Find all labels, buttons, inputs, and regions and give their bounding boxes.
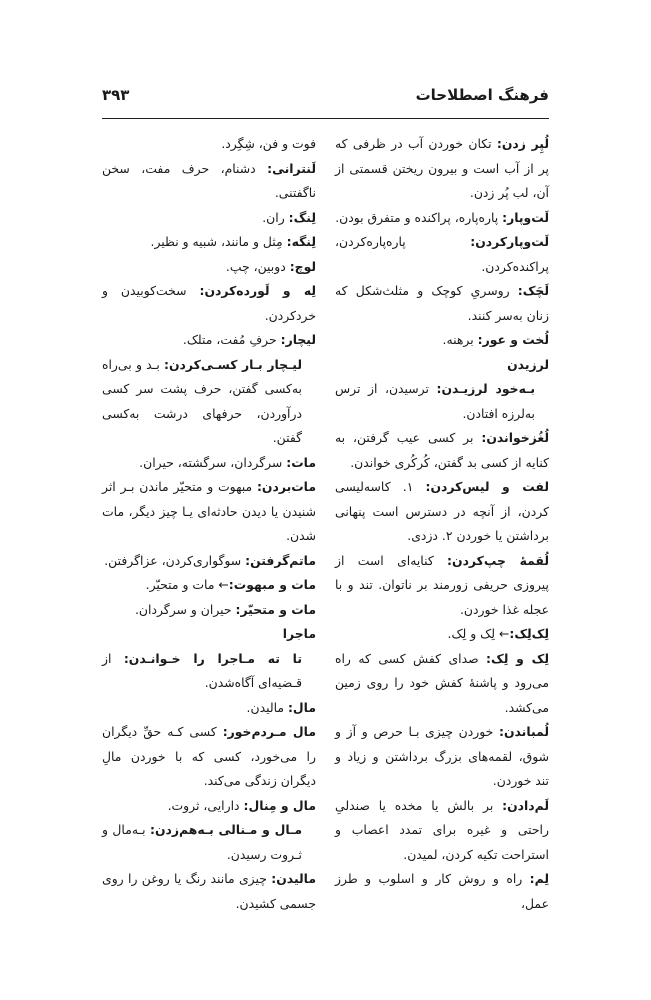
entry-definition: کنایه‌ای است از پیروزی حریفی زورمند بر ناتوان. تند و با عجله غذا خوردن. — [335, 552, 549, 617]
sub-entry — [335, 377, 549, 426]
entry-headword: لِنگ: — [288, 209, 316, 225]
dictionary-entry — [102, 867, 316, 916]
dictionary-entry — [335, 647, 549, 721]
entry-headword: لِنگه: — [286, 234, 316, 249]
entry-definition: بـه‌مال و ثـروت رسیدن. — [102, 822, 302, 862]
entry-headword: مـال و مـنالی بـه‌هم‌زدن: — [150, 822, 302, 837]
dictionary-entry — [102, 451, 316, 476]
entry-definition: پاره‌پاره‌کردن، پراکنده‌کردن. — [335, 234, 549, 274]
right-column — [335, 132, 549, 916]
dictionary-entry — [335, 426, 549, 475]
entry-headword: لُپِر زدن: — [496, 136, 549, 151]
dictionary-entry — [102, 132, 316, 157]
entry-headword: مات: — [286, 454, 316, 470]
entry-definition: کسی کـه حقِّ دیگران را می‌خورد، کسی که با خوردن مالِ دیگران زندگی می‌کند. — [102, 724, 316, 788]
entry-definition: صدای کفش کسی که راه می‌رود و پاشنهٔ کفش خود را روی زمین می‌کشد. — [335, 650, 549, 715]
entry-headword: لَت‌وپار: — [502, 209, 549, 225]
entry-definition: ۱. کاسه‌لیسی کردن، از آنچه در دسترس است پنهانی برداشتن یا خوردن ۲. دزدی. — [335, 479, 549, 543]
dictionary-entry — [102, 794, 316, 819]
entry-definition: روسریِ کوچک و مثلث‌شکل که زنان به‌سر کنند. — [335, 283, 549, 323]
dictionary-entry — [102, 720, 316, 794]
entry-headword: مالیدن: — [271, 871, 316, 886]
dictionary-entry — [335, 475, 549, 549]
entry-headword: لُمباندن: — [498, 724, 549, 739]
entry-headword: بـه‌خود لرزیـدن: — [436, 381, 535, 396]
entry-heading: ماجرا — [282, 626, 316, 641]
entry-headword: مات‌بردن: — [256, 479, 316, 494]
dictionary-entry — [102, 279, 316, 328]
entry-definition: حرفِ مُفت، متلک. — [182, 332, 281, 347]
dictionary-entry — [102, 696, 316, 721]
dictionary-entry — [102, 475, 316, 549]
entry-definition: چیزی مانند رنگ یا روغن را روی جسمی کشیدن. — [102, 871, 316, 911]
entry-definition: دوبین، چپ. — [225, 258, 290, 274]
entry-definition: سرگردان، سرگشته، حیران. — [139, 454, 287, 470]
dictionary-entry — [335, 328, 549, 353]
entry-definition: برهنه. — [442, 332, 478, 347]
dictionary-entry — [335, 206, 549, 231]
entry-definition: ← لِک و لِک. — [447, 626, 510, 641]
entry-headword: مات و مبهوت: — [228, 577, 316, 592]
entry-definition: حیران و سرگردان. — [134, 601, 236, 617]
dictionary-entry — [102, 230, 316, 255]
entry-definition: فوت و فن، شِگِرد. — [221, 136, 316, 151]
entry-headword: ماتم‌گرفتن: — [245, 552, 316, 568]
entry-headword: لُقمهٔ چپ‌کردن: — [447, 552, 549, 568]
entry-headword: لِه و لَورده‌کردن: — [199, 283, 316, 298]
entry-definition: راه و روش کار و اسلوب و طرز عمل، — [335, 871, 549, 911]
entry-definition: سوگواری‌کردن، عزاگرفتن. — [104, 552, 246, 568]
entry-headword: تا ته مـاجرا را خـوانـدن: — [123, 650, 302, 666]
dictionary-entry — [102, 206, 316, 231]
entry-headword: لیـچار بـار کسـی‌کردن: — [164, 356, 302, 372]
entry-heading: لرزیدن — [507, 356, 549, 372]
entry-definition: ترسیدن، از ترس به‌لرزه افتادن. — [335, 381, 535, 421]
entry-headword: لوچ: — [289, 258, 316, 274]
dictionary-entry — [102, 255, 316, 280]
page-number: ۳۹۳ — [102, 86, 130, 104]
running-title: فرهنگ اصطلاحات — [415, 86, 549, 104]
dictionary-entry — [335, 279, 549, 328]
entry-definition: سخت‌کوبیدن و خردکردن. — [102, 283, 316, 323]
entry-definition: بر بالش یا مخده یا صندلیِ راحتی و غیره برای تمدد اعصاب و استراحت تکیه کردن، لمیدن. — [335, 797, 549, 862]
entry-headword: لِک‌لِک: — [509, 626, 549, 641]
entry-headword: مات و متحیّر: — [235, 601, 316, 617]
dictionary-entry — [102, 549, 316, 574]
entry-definition: دارایی، ثروت. — [167, 797, 244, 813]
left-column — [102, 132, 316, 916]
header-rule — [102, 118, 549, 119]
entry-definition: مبهوت و متحیّر ماندن بـر اثر شنیدن یا دیدن حادثه‌ای یـا چیز دیگر، مات شدن. — [102, 479, 316, 543]
entry-definition: مِثل و مانند، شبیه و نظیر. — [150, 234, 287, 249]
dictionary-entry — [102, 328, 316, 353]
dictionary-entry — [335, 549, 549, 623]
entry-definition: پاره‌پاره، پراکنده و متفرق بودن. — [335, 209, 503, 225]
entry-definition: خوردن چیزی بـا حرص و آز و شوق، لقمه‌های بزرگ برداشتن و زیاد و تند خوردن. — [335, 724, 549, 788]
entry-headword: مال و مِنال: — [243, 797, 316, 813]
sub-entry — [102, 818, 316, 867]
entry-headword: لَنترانی: — [267, 160, 316, 176]
entry-headword: لُغُزخواندن: — [481, 430, 549, 445]
sub-entry — [102, 647, 316, 696]
entry-definition: دشنام، حرف مفت، سخن ناگفتنی. — [102, 160, 316, 200]
dictionary-entry — [335, 794, 549, 868]
entry-headword: لِک و لِک: — [486, 650, 550, 666]
entry-headword: لُخت و عور: — [477, 332, 549, 347]
dictionary-entry — [335, 230, 549, 279]
dictionary-entry — [335, 720, 549, 794]
entry-headword: لَچَک: — [517, 283, 549, 298]
entry-headword: لَم‌دادن: — [502, 797, 549, 813]
entry-definition: ران. — [262, 209, 289, 225]
sub-entry — [102, 353, 316, 451]
dictionary-entry — [102, 573, 316, 598]
entry-headword: مال مـردم‌خور: — [222, 724, 316, 739]
entry-definition: تکان خوردن آب در ظرفی که پر از آب است و بیرون ریختن قسمتی از آن، لب پُر زدن. — [335, 136, 549, 200]
entry-definition: بر کسی عیب گرفتن، به کنایه از کسی بد گفتن، کُرکُری خواندن. — [335, 430, 549, 470]
entry-definition: از قـضیه‌ای آگاه‌شدن. — [102, 650, 302, 690]
entry-headword: مال: — [287, 699, 316, 715]
entry-definition: مالیدن. — [246, 699, 288, 715]
page-header — [102, 86, 549, 112]
entry-definition: ← مات و متحیّر. — [145, 577, 229, 592]
entry-headword: لیچار: — [280, 332, 316, 347]
dictionary-entry — [335, 132, 549, 206]
dictionary-entry — [335, 867, 549, 916]
entry-headword: لِم: — [529, 871, 549, 886]
entry-headword: لَت‌وپارکردن: — [470, 234, 549, 249]
dictionary-entry — [335, 622, 549, 647]
entry-definition: بـد و بی‌راه به‌کسی گفتن، حرف پشت سر کسی درآوردن، حرفهای درشت به‌کسی گفتن. — [102, 356, 302, 445]
dictionary-entry — [102, 598, 316, 623]
dictionary-entry — [102, 157, 316, 206]
entry-headword: لفت و لیس‌کردن: — [425, 479, 549, 494]
